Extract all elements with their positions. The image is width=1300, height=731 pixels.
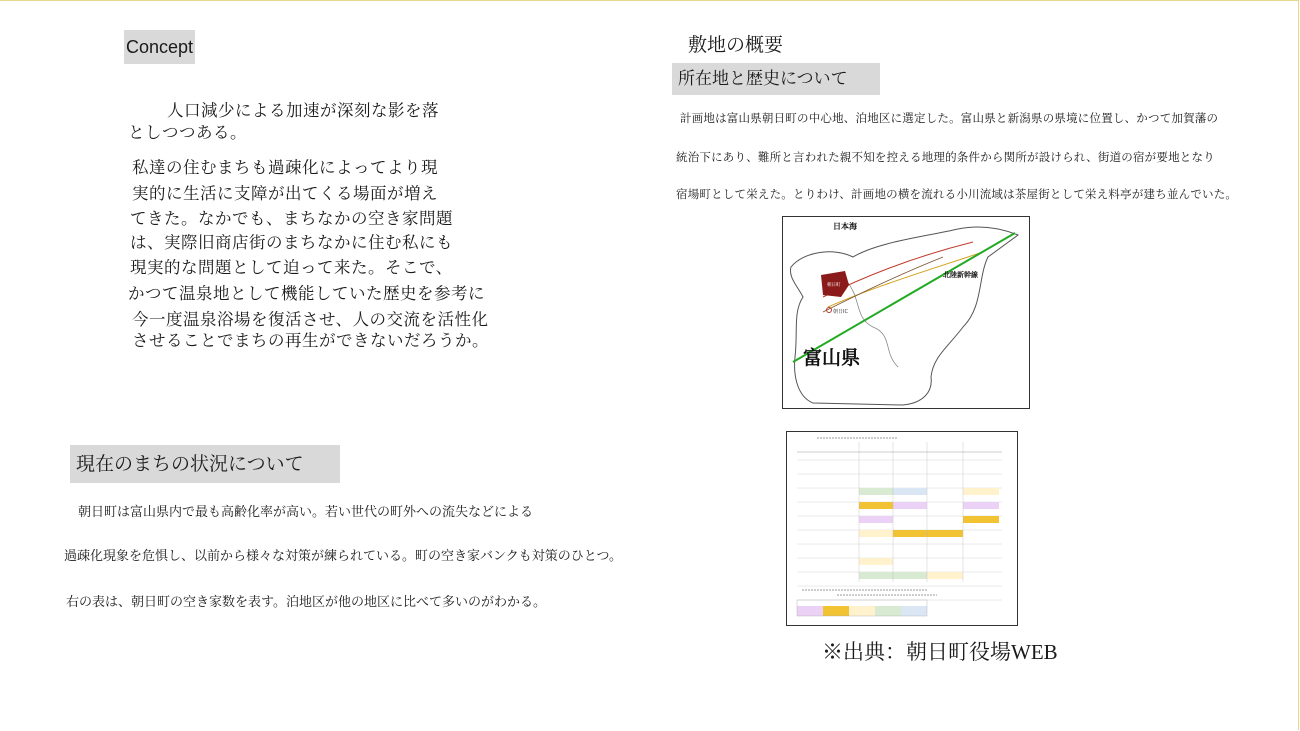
concept-line: 人口減少による加速が深刻な影を落 (150, 101, 439, 120)
history-line: 統治下にあり、難所と言われた親不知を控える地理的条件から関所が設けられ、街道の宿が要地となり (676, 150, 1215, 164)
status-line: 右の表は、朝日町の空き家数を表す。泊地区が他の地区に比べて多いのがわかる。 (66, 595, 546, 610)
rail-label: 北陸新幹線 (943, 271, 978, 279)
ic-label: 朝日IC (833, 309, 848, 315)
status-heading: 現在のまちの状況について (70, 445, 340, 483)
status-line: 過疎化現象を危惧し、以前から様々な対策が練られている。町の空き家バンクも対策のひとつ。 (64, 549, 622, 564)
concept-heading: Concept (124, 30, 195, 64)
status-line: 朝日町は富山県内で最も高齢化率が高い。若い世代の町外への流失などによる (78, 505, 534, 520)
vacant-house-table-image (786, 431, 1018, 626)
site-overview-title: 敷地の概要 (688, 34, 784, 56)
town-label: 朝日町 (827, 283, 841, 288)
source-citation: ※出典：朝日町役場WEB (822, 640, 1058, 664)
concept-line: 実的に生活に支障が出てくる場面が増え (132, 184, 438, 203)
prefecture-label: 富山県 (803, 347, 861, 369)
sea-label: 日本海 (833, 222, 857, 231)
concept-line: てきた。なかでも、まちなかの空き家問題 (130, 209, 453, 228)
location-map (782, 216, 1030, 409)
map-graphic (783, 217, 1029, 408)
history-line: 計画地は富山県朝日町の中心地、泊地区に選定した。富山県と新潟県の県境に位置し、かつて加賀藩の (680, 111, 1219, 125)
concept-line: かつて温泉地として機能していた歴史を参考に (128, 284, 485, 303)
table-graphic (787, 432, 1017, 625)
concept-line: 私達の住むまちも過疎化によってより現 (132, 158, 438, 177)
concept-line: は、実際旧商店街のまちなかに住む私にも (130, 233, 453, 252)
concept-line: としつつある。 (128, 123, 247, 142)
concept-line: させることでまちの再生ができないだろうか。 (132, 331, 489, 350)
concept-line: 現実的な問題として迫って来た。そこで、 (130, 258, 453, 277)
history-line: 宿場町として栄えた。とりわけ、計画地の横を流れる小川流域は茶屋街として栄え料亭が建ち並んでいた。 (676, 187, 1238, 201)
concept-line: 今一度温泉浴場を復活させ、人の交流を活性化 (132, 310, 489, 329)
history-heading: 所在地と歴史について (672, 63, 880, 95)
